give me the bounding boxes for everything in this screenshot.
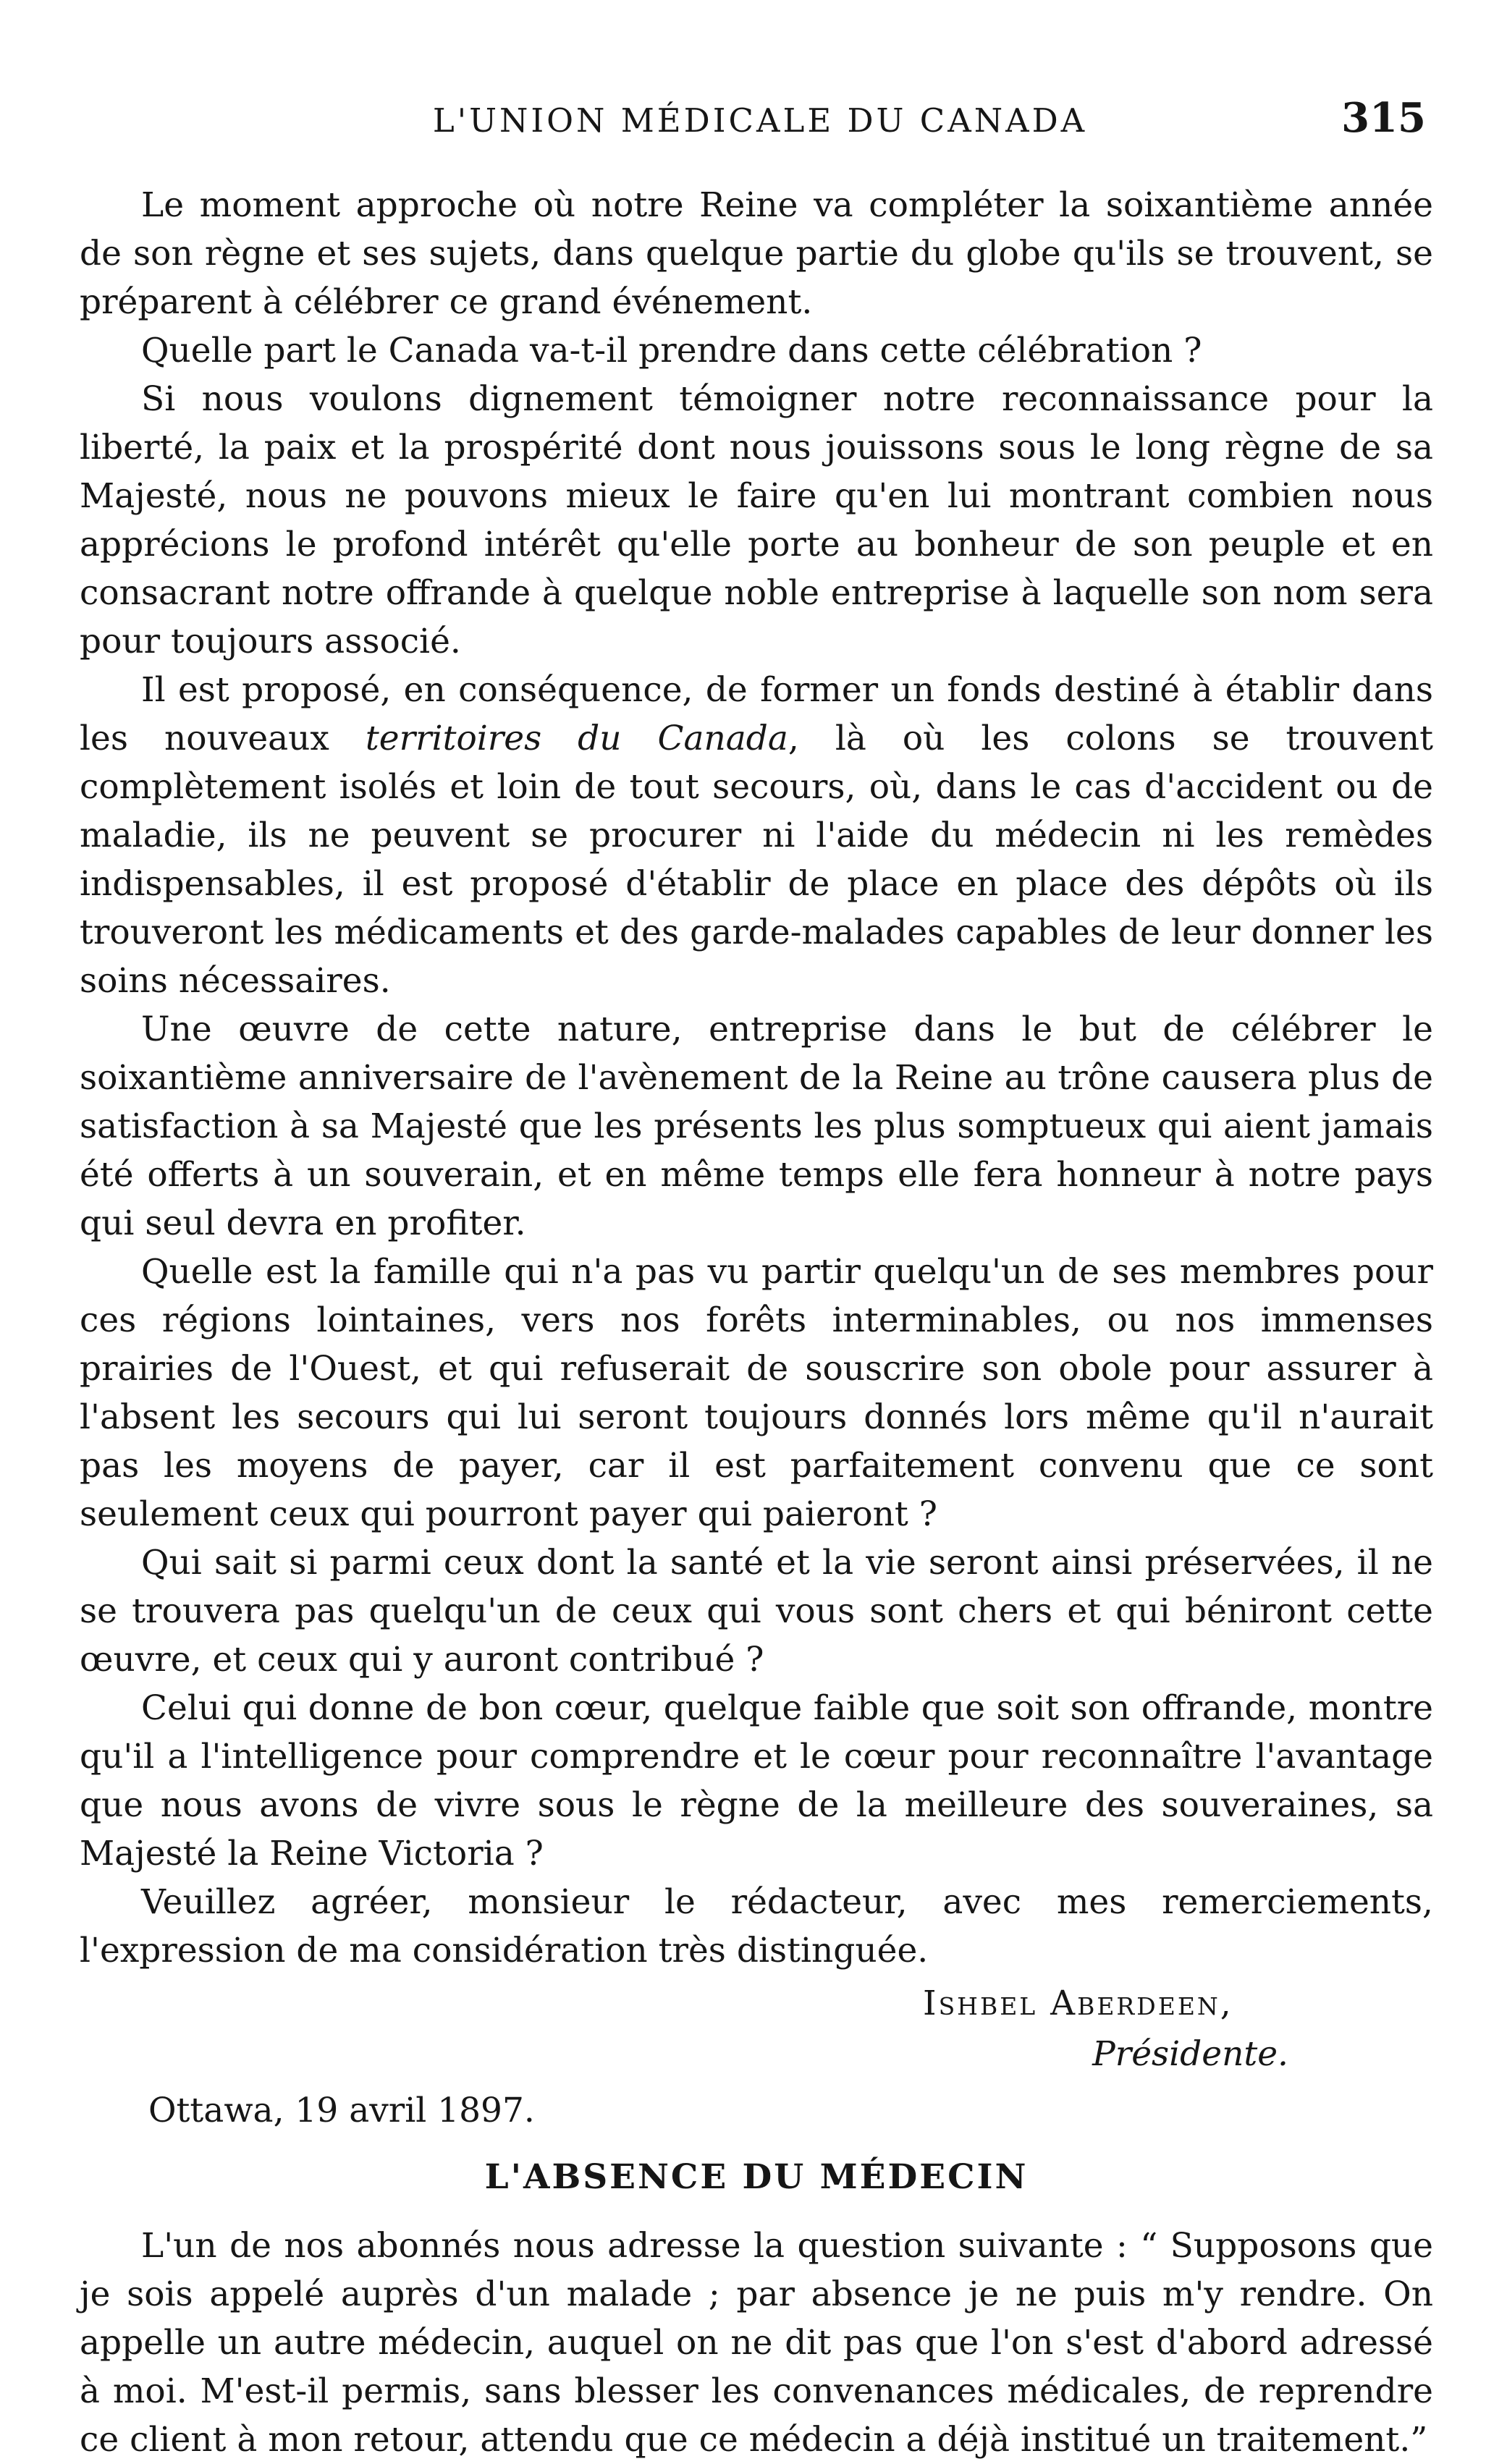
signature-role: Présidente. xyxy=(1092,2034,1288,2074)
section-title: L'ABSENCE DU MÉDECIN xyxy=(484,2157,1029,2197)
letter-paragraph-5: Une œuvre de cette nature, entreprise dans le but de célébrer le soixantième anniversaire de l'avènement de la Reine au trône causera plus de satisfaction à sa Majesté que les présents les plus somptueux qui aient jamais été offerts à un souverain, et en même temps elle fera honneur à notre pays qui seul devra en profiter. xyxy=(80,1009,1433,1243)
body-text xyxy=(80,181,1433,2464)
letter-paragraph-2: Quelle part le Canada va-t-il prendre dans cette célébration ? xyxy=(141,331,1202,371)
signature-block xyxy=(80,1979,1433,2138)
letter-paragraph-4-start: Il est proposé, en conséquence, de former un fonds destiné à établir dans les nouveaux xyxy=(80,670,1433,758)
article-paragraph: L'un de nos abonnés nous adresse la question suivante : “ Supposons que je sois appelé auprès d'un malade ; par absence je ne puis m'y rendre. On appelle un autre médecin, auquel on ne dit pas que l'on s'est d'abord adressé à moi. M'est-il permis, sans blesser les convenances médicales, de reprendre ce client à mon retour, attendu que ce médecin a déjà institué un traitement.” xyxy=(80,2226,1433,2460)
letter-paragraph-3: Si nous voulons dignement témoigner notre reconnaissance pour la liberté, la paix et la prospérité dont nous jouissons sous le long règne de sa Majesté, nous ne pouvons mieux le faire qu'en lui montrant combien nous apprécions le profond intérêt qu'elle porte au bonheur de son peuple et en consacrant notre offrande à quelque noble entreprise à laquelle son nom sera pour toujours associé. xyxy=(80,379,1433,661)
journal-title: L'UNION MÉDICALE DU CANADA xyxy=(432,101,1088,140)
letter-paragraph-8: Celui qui donne de bon cœur, quelque faible que soit son offrande, montre qu'il a l'intelligence pour comprendre et le cœur pour reconnaître l'avantage que nous avons de vivre sous le règne de la meilleure des souveraines, sa Majesté la Reine Victoria ? xyxy=(80,1688,1433,1874)
letter-paragraph-6: Quelle est la famille qui n'a pas vu partir quelqu'un de ses membres pour ces régions lointaines, vers nos forêts interminables, ou nos immenses prairies de l'Ouest, et qui refuserait de souscrire son obole pour assurer à l'absent les secours qui lui seront toujours donnés lors même qu'il n'aurait pas les moyens de payer, car il est parfaitement convenu que ce sont seulement ceux qui pourront payer qui paieront ? xyxy=(80,1252,1433,1534)
territoires-italic: territoires du Canada xyxy=(365,719,788,758)
dateline: Ottawa, 19 avril 1897. xyxy=(148,2091,535,2130)
running-head xyxy=(80,85,1440,151)
letter-paragraph-4-end: , là où les colons se trouvent complètement isolés et loin de tout secours, où, dans le cas d'accident ou de maladie, ils ne peuvent se procurer ni l'aide du médecin ni les remèdes indispensables, il est proposé d'établir de place en place des dépôts où ils trouveront les médicaments et des garde-malades capables de leur donner les soins nécessaires. xyxy=(80,719,1433,1001)
letter-paragraph-1: Le moment approche où notre Reine va compléter la soixantième année de son règne et ses sujets, dans quelque partie du globe qu'ils se trouvent, se préparent à célébrer ce grand événement. xyxy=(80,185,1433,322)
letter-closing: Veuillez agréer, monsieur le rédacteur, avec mes remerciements, l'expression de ma considération très distinguée. xyxy=(80,1882,1433,1970)
letter-paragraph-4 xyxy=(80,666,1433,1005)
page-number: 315 xyxy=(1341,94,1426,142)
letter-paragraph-7: Qui sait si parmi ceux dont la santé et la vie seront ainsi préservées, il ne se trouvera pas quelqu'un de ceux qui vous sont chers et qui béniront cette œuvre, et ceux qui y auront contribué ? xyxy=(80,1543,1433,1680)
signature-name: Ishbel Aberdeen, xyxy=(923,1984,1233,2023)
